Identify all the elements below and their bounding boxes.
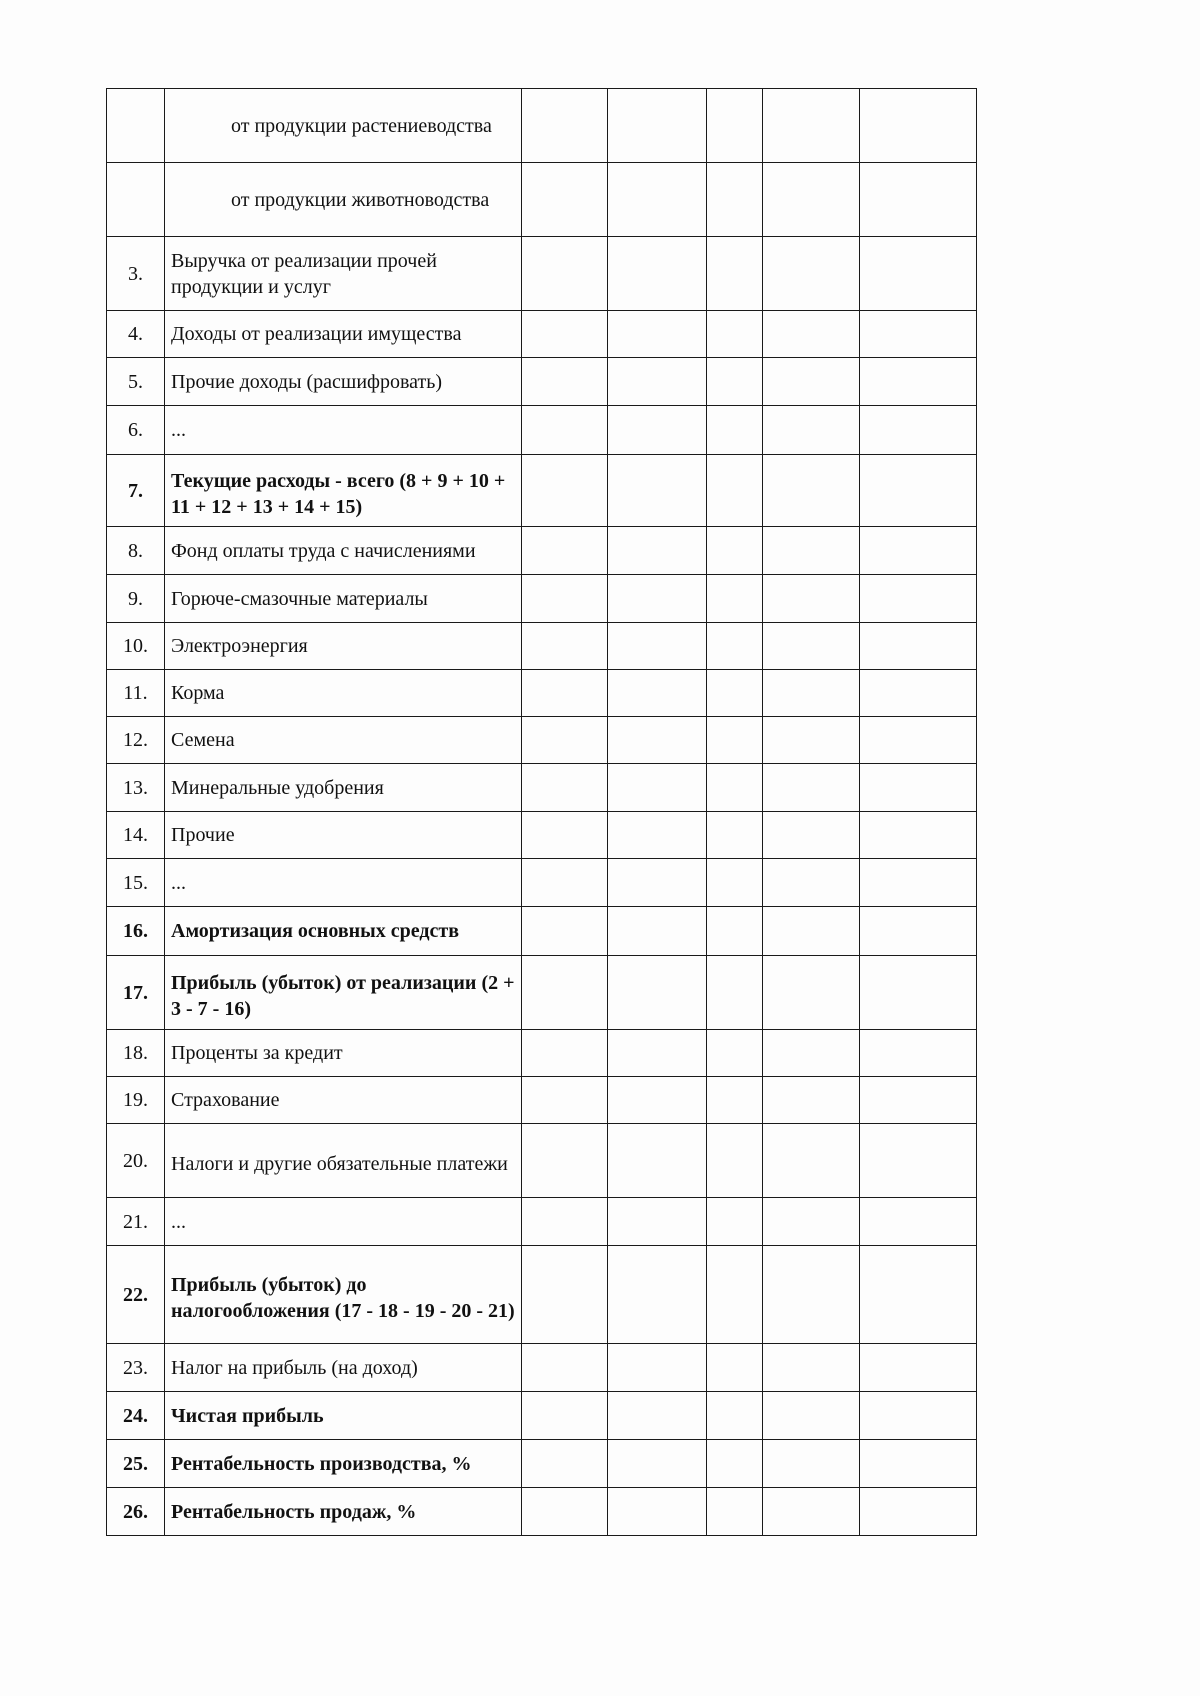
value-cell[interactable] bbox=[707, 1198, 763, 1246]
indicator-name: Прибыль (убыток) от реализации (2 + 3 - 7 - 16) bbox=[165, 956, 522, 1030]
value-cell[interactable] bbox=[522, 764, 608, 812]
value-cell[interactable] bbox=[860, 358, 977, 406]
value-cell[interactable] bbox=[522, 812, 608, 859]
value-cell[interactable] bbox=[522, 1344, 608, 1392]
indicator-name: Минеральные удобрения bbox=[165, 764, 522, 812]
indicator-name: от продукции растениеводства bbox=[165, 89, 522, 163]
table-row bbox=[107, 358, 977, 406]
value-cell[interactable] bbox=[860, 1440, 977, 1488]
table-row bbox=[107, 1344, 977, 1392]
value-cell[interactable] bbox=[707, 670, 763, 717]
value-cell[interactable] bbox=[608, 859, 707, 907]
value-cell[interactable] bbox=[608, 717, 707, 764]
value-cell[interactable] bbox=[763, 455, 860, 527]
value-cell[interactable] bbox=[763, 1124, 860, 1198]
value-cell[interactable] bbox=[860, 764, 977, 812]
row-number: 6. bbox=[107, 406, 165, 455]
value-cell[interactable] bbox=[608, 575, 707, 623]
table-body bbox=[107, 89, 977, 1536]
value-cell[interactable] bbox=[608, 89, 707, 163]
value-cell[interactable] bbox=[522, 1030, 608, 1077]
value-cell[interactable] bbox=[707, 1077, 763, 1124]
value-cell[interactable] bbox=[763, 1030, 860, 1077]
value-cell[interactable] bbox=[608, 623, 707, 670]
indicator-name: Прочие доходы (расшифровать) bbox=[165, 358, 522, 406]
value-cell[interactable] bbox=[608, 1198, 707, 1246]
value-cell[interactable] bbox=[608, 1488, 707, 1536]
value-cell[interactable] bbox=[522, 406, 608, 455]
value-cell[interactable] bbox=[608, 670, 707, 717]
table-row bbox=[107, 717, 977, 764]
financial-indicators-table bbox=[106, 88, 977, 1536]
value-cell[interactable] bbox=[860, 1124, 977, 1198]
value-cell[interactable] bbox=[522, 717, 608, 764]
table-row bbox=[107, 859, 977, 907]
row-number: 22. bbox=[107, 1246, 165, 1344]
value-cell[interactable] bbox=[763, 1198, 860, 1246]
value-cell[interactable] bbox=[763, 89, 860, 163]
value-cell[interactable] bbox=[860, 623, 977, 670]
row-number: 16. bbox=[107, 907, 165, 956]
table-row bbox=[107, 163, 977, 237]
row-number: 25. bbox=[107, 1440, 165, 1488]
indicator-name: ... bbox=[165, 859, 522, 907]
value-cell[interactable] bbox=[522, 455, 608, 527]
table-row bbox=[107, 1030, 977, 1077]
value-cell[interactable] bbox=[860, 717, 977, 764]
value-cell[interactable] bbox=[522, 623, 608, 670]
indicator-name: Прибыль (убыток) до налогообложения (17 - 18 - 19 - 20 - 21) bbox=[165, 1246, 522, 1344]
row-number: 14. bbox=[107, 812, 165, 859]
row-number: 8. bbox=[107, 527, 165, 575]
value-cell[interactable] bbox=[707, 358, 763, 406]
table-row bbox=[107, 1392, 977, 1440]
value-cell[interactable] bbox=[522, 527, 608, 575]
value-cell[interactable] bbox=[522, 1488, 608, 1536]
value-cell[interactable] bbox=[522, 163, 608, 237]
value-cell[interactable] bbox=[860, 455, 977, 527]
row-number: 17. bbox=[107, 956, 165, 1030]
row-number: 3. bbox=[107, 237, 165, 311]
value-cell[interactable] bbox=[763, 1077, 860, 1124]
value-cell[interactable] bbox=[763, 717, 860, 764]
value-cell[interactable] bbox=[763, 163, 860, 237]
value-cell[interactable] bbox=[860, 1246, 977, 1344]
value-cell[interactable] bbox=[707, 859, 763, 907]
value-cell[interactable] bbox=[707, 237, 763, 311]
indicator-name: Амортизация основных средств bbox=[165, 907, 522, 956]
value-cell[interactable] bbox=[522, 1198, 608, 1246]
table-row bbox=[107, 575, 977, 623]
value-cell[interactable] bbox=[860, 89, 977, 163]
table-row bbox=[107, 1077, 977, 1124]
table-row bbox=[107, 455, 977, 527]
indicator-name: Корма bbox=[165, 670, 522, 717]
value-cell[interactable] bbox=[608, 812, 707, 859]
row-number: 21. bbox=[107, 1198, 165, 1246]
row-number: 15. bbox=[107, 859, 165, 907]
value-cell[interactable] bbox=[763, 670, 860, 717]
value-cell[interactable] bbox=[860, 1077, 977, 1124]
indicator-name: Фонд оплаты труда с начислениями bbox=[165, 527, 522, 575]
value-cell[interactable] bbox=[763, 311, 860, 358]
value-cell[interactable] bbox=[707, 163, 763, 237]
table-row bbox=[107, 1488, 977, 1536]
value-cell[interactable] bbox=[860, 1488, 977, 1536]
value-cell[interactable] bbox=[608, 1077, 707, 1124]
indicator-name: Рентабельность производства, % bbox=[165, 1440, 522, 1488]
indicator-name: Рентабельность продаж, % bbox=[165, 1488, 522, 1536]
value-cell[interactable] bbox=[763, 1392, 860, 1440]
value-cell[interactable] bbox=[608, 764, 707, 812]
row-number: 19. bbox=[107, 1077, 165, 1124]
value-cell[interactable] bbox=[707, 1488, 763, 1536]
value-cell[interactable] bbox=[763, 764, 860, 812]
table-row bbox=[107, 1198, 977, 1246]
value-cell[interactable] bbox=[522, 907, 608, 956]
row-number: 11. bbox=[107, 670, 165, 717]
value-cell[interactable] bbox=[707, 1344, 763, 1392]
row-number: 10. bbox=[107, 623, 165, 670]
value-cell[interactable] bbox=[707, 527, 763, 575]
value-cell[interactable] bbox=[608, 907, 707, 956]
value-cell[interactable] bbox=[707, 1124, 763, 1198]
value-cell[interactable] bbox=[763, 406, 860, 455]
row-number: 26. bbox=[107, 1488, 165, 1536]
table-row bbox=[107, 1124, 977, 1198]
indicator-name: Проценты за кредит bbox=[165, 1030, 522, 1077]
value-cell[interactable] bbox=[860, 163, 977, 237]
value-cell[interactable] bbox=[522, 1440, 608, 1488]
value-cell[interactable] bbox=[522, 237, 608, 311]
value-cell[interactable] bbox=[522, 575, 608, 623]
value-cell[interactable] bbox=[522, 859, 608, 907]
indicator-name: Налог на прибыль (на доход) bbox=[165, 1344, 522, 1392]
table-row bbox=[107, 907, 977, 956]
indicator-name: от продукции животноводства bbox=[165, 163, 522, 237]
value-cell[interactable] bbox=[707, 311, 763, 358]
indicator-name: Прочие bbox=[165, 812, 522, 859]
value-cell[interactable] bbox=[707, 575, 763, 623]
value-cell[interactable] bbox=[707, 956, 763, 1030]
value-cell[interactable] bbox=[860, 1392, 977, 1440]
indicator-name: Текущие расходы - всего (8 + 9 + 10 + 11 + 12 + 13 + 14 + 15) bbox=[165, 455, 522, 527]
value-cell[interactable] bbox=[522, 1392, 608, 1440]
value-cell[interactable] bbox=[707, 1440, 763, 1488]
value-cell[interactable] bbox=[608, 1392, 707, 1440]
value-cell[interactable] bbox=[860, 812, 977, 859]
value-cell[interactable] bbox=[860, 237, 977, 311]
value-cell[interactable] bbox=[707, 717, 763, 764]
value-cell[interactable] bbox=[860, 859, 977, 907]
value-cell[interactable] bbox=[522, 311, 608, 358]
value-cell[interactable] bbox=[608, 406, 707, 455]
value-cell[interactable] bbox=[707, 623, 763, 670]
value-cell[interactable] bbox=[763, 623, 860, 670]
value-cell[interactable] bbox=[860, 1198, 977, 1246]
value-cell[interactable] bbox=[860, 527, 977, 575]
indicator-name: Страхование bbox=[165, 1077, 522, 1124]
value-cell[interactable] bbox=[763, 1440, 860, 1488]
table-row bbox=[107, 89, 977, 163]
value-cell[interactable] bbox=[763, 859, 860, 907]
value-cell[interactable] bbox=[608, 1440, 707, 1488]
indicator-name: Чистая прибыль bbox=[165, 1392, 522, 1440]
table-row bbox=[107, 406, 977, 455]
value-cell[interactable] bbox=[707, 1246, 763, 1344]
row-number: 7. bbox=[107, 455, 165, 527]
row-number: 23. bbox=[107, 1344, 165, 1392]
value-cell[interactable] bbox=[522, 956, 608, 1030]
row-number: 20. bbox=[107, 1124, 165, 1198]
value-cell[interactable] bbox=[763, 956, 860, 1030]
value-cell[interactable] bbox=[608, 1124, 707, 1198]
indicator-name: Горюче-смазочные материалы bbox=[165, 575, 522, 623]
table-row bbox=[107, 1440, 977, 1488]
value-cell[interactable] bbox=[608, 527, 707, 575]
indicator-name: ... bbox=[165, 1198, 522, 1246]
value-cell[interactable] bbox=[522, 1077, 608, 1124]
value-cell[interactable] bbox=[608, 237, 707, 311]
value-cell[interactable] bbox=[763, 1488, 860, 1536]
value-cell[interactable] bbox=[522, 670, 608, 717]
indicator-name: Выручка от реализации прочей продукции и услуг bbox=[165, 237, 522, 311]
table-row bbox=[107, 956, 977, 1030]
value-cell[interactable] bbox=[860, 956, 977, 1030]
value-cell[interactable] bbox=[608, 1030, 707, 1077]
table-row bbox=[107, 764, 977, 812]
value-cell[interactable] bbox=[763, 527, 860, 575]
value-cell[interactable] bbox=[608, 163, 707, 237]
value-cell[interactable] bbox=[860, 670, 977, 717]
table-row bbox=[107, 670, 977, 717]
value-cell[interactable] bbox=[860, 1030, 977, 1077]
table-row bbox=[107, 527, 977, 575]
row-number bbox=[107, 163, 165, 237]
row-number: 4. bbox=[107, 311, 165, 358]
value-cell[interactable] bbox=[860, 311, 977, 358]
row-number: 5. bbox=[107, 358, 165, 406]
value-cell[interactable] bbox=[860, 575, 977, 623]
value-cell[interactable] bbox=[860, 406, 977, 455]
value-cell[interactable] bbox=[707, 764, 763, 812]
value-cell[interactable] bbox=[707, 89, 763, 163]
value-cell[interactable] bbox=[522, 1124, 608, 1198]
indicator-name: Электроэнергия bbox=[165, 623, 522, 670]
value-cell[interactable] bbox=[763, 812, 860, 859]
indicator-name: Семена bbox=[165, 717, 522, 764]
indicator-name: Доходы от реализации имущества bbox=[165, 311, 522, 358]
value-cell[interactable] bbox=[860, 1344, 977, 1392]
value-cell[interactable] bbox=[522, 1246, 608, 1344]
value-cell[interactable] bbox=[707, 455, 763, 527]
value-cell[interactable] bbox=[707, 1392, 763, 1440]
row-number: 12. bbox=[107, 717, 165, 764]
value-cell[interactable] bbox=[763, 237, 860, 311]
value-cell[interactable] bbox=[608, 358, 707, 406]
value-cell[interactable] bbox=[763, 1344, 860, 1392]
indicator-name: Налоги и другие обязательные платежи bbox=[165, 1124, 522, 1198]
row-number: 18. bbox=[107, 1030, 165, 1077]
value-cell[interactable] bbox=[522, 358, 608, 406]
value-cell[interactable] bbox=[707, 1030, 763, 1077]
value-cell[interactable] bbox=[522, 89, 608, 163]
value-cell[interactable] bbox=[763, 575, 860, 623]
table-row bbox=[107, 237, 977, 311]
value-cell[interactable] bbox=[608, 1246, 707, 1344]
row-number: 9. bbox=[107, 575, 165, 623]
value-cell[interactable] bbox=[860, 907, 977, 956]
row-number bbox=[107, 89, 165, 163]
value-cell[interactable] bbox=[763, 358, 860, 406]
value-cell[interactable] bbox=[707, 406, 763, 455]
table-row bbox=[107, 311, 977, 358]
row-number: 24. bbox=[107, 1392, 165, 1440]
value-cell[interactable] bbox=[763, 1246, 860, 1344]
table-row bbox=[107, 623, 977, 670]
row-number: 13. bbox=[107, 764, 165, 812]
value-cell[interactable] bbox=[608, 455, 707, 527]
value-cell[interactable] bbox=[763, 907, 860, 956]
value-cell[interactable] bbox=[608, 956, 707, 1030]
value-cell[interactable] bbox=[707, 907, 763, 956]
indicator-name: ... bbox=[165, 406, 522, 455]
value-cell[interactable] bbox=[608, 311, 707, 358]
value-cell[interactable] bbox=[707, 812, 763, 859]
value-cell[interactable] bbox=[608, 1344, 707, 1392]
table-row bbox=[107, 812, 977, 859]
table-row bbox=[107, 1246, 977, 1344]
